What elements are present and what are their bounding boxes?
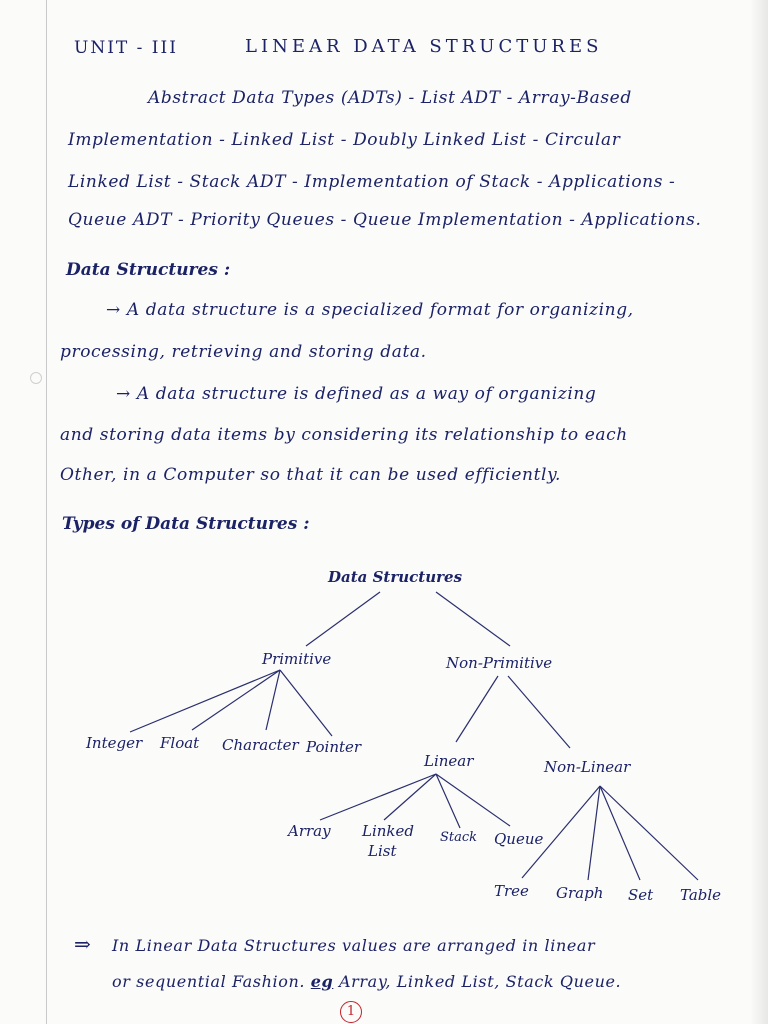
edge-primitive-integer: [130, 670, 280, 732]
edge-root-nonprimitive: [436, 592, 510, 646]
edge-linear-array: [320, 774, 436, 820]
edge-primitive-float: [192, 670, 280, 730]
tree-root-data-structures: Data Structures: [328, 568, 463, 586]
syllabus-line-1: Abstract Data Types (ADTs) - List ADT - Array-Based: [148, 88, 632, 108]
note-line-2-suffix: Array, Linked List, Stack Queue.: [339, 972, 622, 991]
edge-primitive-character: [266, 670, 280, 730]
tree-leaf-list: List: [368, 842, 397, 860]
tree-leaf-array: Array: [288, 822, 331, 840]
edge-nonlinear-set: [600, 786, 640, 880]
edge-nonlinear-graph: [588, 786, 600, 880]
tree-leaf-integer: Integer: [86, 734, 143, 752]
section-heading-types: Types of Data Structures :: [62, 514, 310, 534]
tree-leaf-float: Float: [160, 734, 200, 752]
tree-node-primitive: Primitive: [262, 650, 332, 668]
page-title: LINEAR DATA STRUCTURES: [245, 36, 603, 57]
syllabus-line-3: Linked List - Stack ADT - Implementation of Stack - Applications -: [68, 172, 676, 192]
syllabus-line-2: Implementation - Linked List - Doubly Linked List - Circular: [68, 130, 621, 150]
section-heading-data-structures: Data Structures :: [66, 260, 231, 280]
tree-leaf-pointer: Pointer: [306, 738, 362, 756]
edge-nonprimitive-linear: [456, 676, 498, 742]
double-arrow-icon: ⇒: [74, 932, 92, 956]
note-line-2: [112, 972, 621, 991]
syllabus-line-4: Queue ADT - Priority Queues - Queue Implementation - Applications.: [68, 210, 702, 230]
note-eg: eg: [310, 972, 334, 991]
tree-leaf-set: Set: [628, 886, 654, 904]
edge-nonprimitive-nonlinear: [508, 676, 570, 748]
tree-leaf-table: Table: [680, 886, 722, 904]
edge-primitive-pointer: [280, 670, 332, 736]
tree-node-non-linear: Non-Linear: [544, 758, 631, 776]
edge-linear-linkedlist: [384, 774, 436, 820]
note-line-1: In Linear Data Structures values are arranged in linear: [112, 936, 596, 955]
page-number-badge: 1: [340, 1001, 362, 1023]
edge-root-primitive: [306, 592, 380, 646]
tree-leaf-character: Character: [222, 736, 299, 754]
tree-node-linear: Linear: [424, 752, 474, 770]
definition-line-5: Other, in a Computer so that it can be used efficiently.: [60, 465, 562, 485]
edge-nonlinear-table: [600, 786, 698, 880]
definition-line-3: → A data structure is defined as a way of organizing: [116, 384, 597, 404]
tree-leaf-queue: Queue: [494, 830, 544, 848]
tree-leaf-graph: Graph: [556, 884, 604, 902]
unit-label: UNIT - III: [74, 38, 178, 58]
tree-node-non-primitive: Non-Primitive: [446, 654, 553, 672]
definition-line-4: and storing data items by considering its relationship to each: [60, 425, 628, 445]
definition-line-2: processing, retrieving and storing data.: [60, 342, 427, 362]
tree-leaf-linked: Linked: [362, 822, 414, 840]
note-line-2-prefix: or sequential Fashion.: [112, 972, 306, 991]
tree-leaf-stack: Stack: [440, 830, 478, 845]
tree-leaf-tree: Tree: [494, 882, 529, 900]
definition-line-1: → A data structure is a specialized format for organizing,: [106, 300, 634, 320]
